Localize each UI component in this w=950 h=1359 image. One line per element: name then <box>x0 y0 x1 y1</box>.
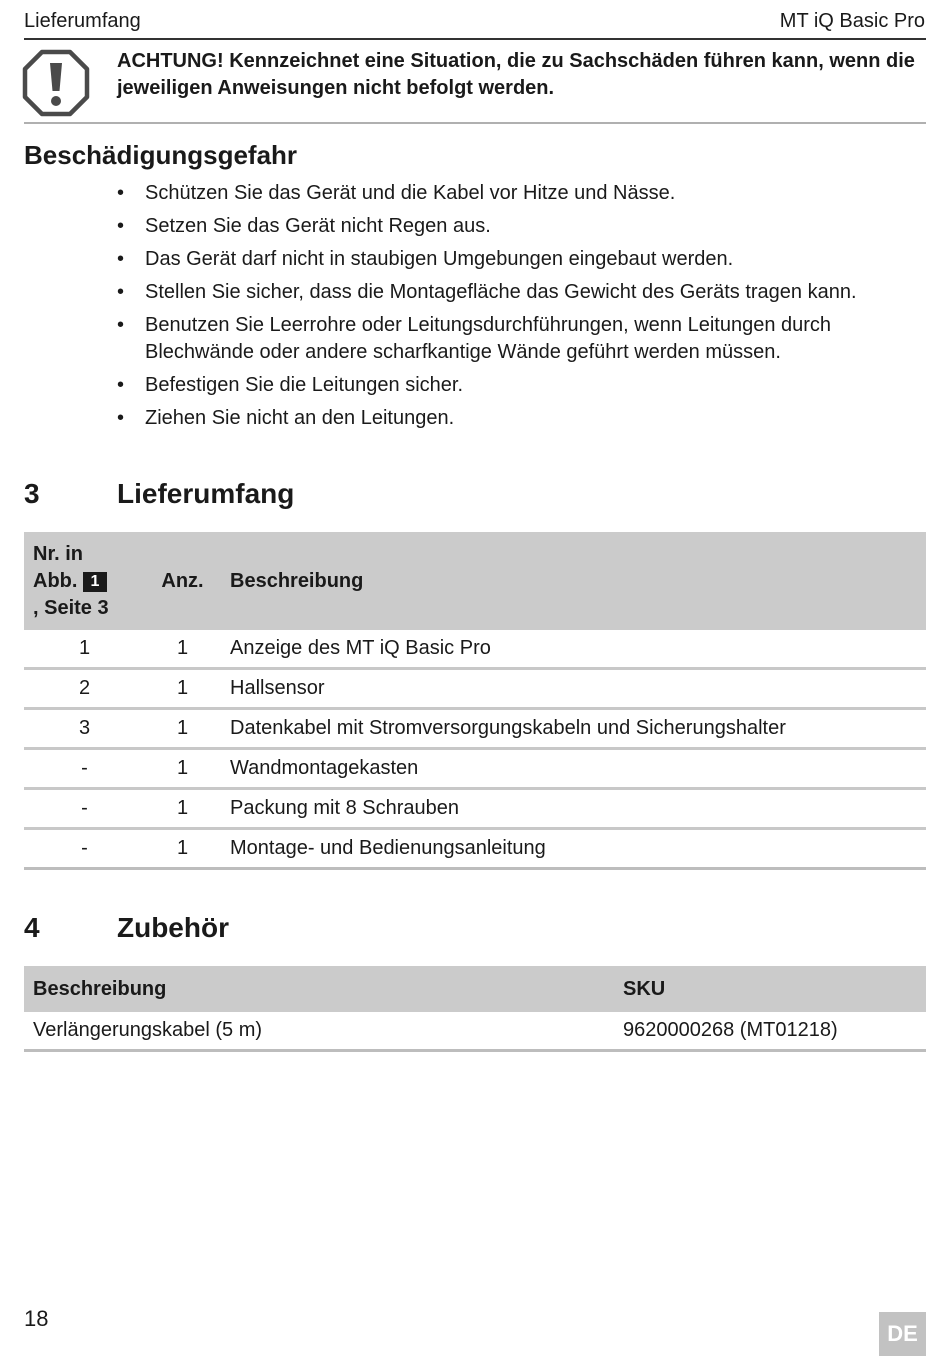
table-row <box>24 749 926 789</box>
cell-qty: 1 <box>145 669 220 709</box>
cell-nr: 1 <box>24 630 145 669</box>
cell-qty: 1 <box>145 630 220 669</box>
column-header-description: Beschreibung <box>220 532 926 630</box>
table-row <box>24 1012 926 1051</box>
table-row <box>24 709 926 749</box>
cell-qty: 1 <box>145 789 220 829</box>
cell-description: Hallsensor <box>220 669 926 709</box>
cell-description: Wandmontagekasten <box>220 749 926 789</box>
cell-description: Anzeige des MT iQ Basic Pro <box>220 630 926 669</box>
header-nr-line2: Abb. <box>33 569 78 592</box>
header-divider <box>24 38 926 40</box>
column-header-nr <box>24 532 145 630</box>
cell-nr: 2 <box>24 669 145 709</box>
warning-divider <box>24 122 926 124</box>
cell-nr: - <box>24 749 145 789</box>
table-header-row <box>24 966 926 1012</box>
section-number: 3 <box>24 478 40 509</box>
table-row <box>24 829 926 869</box>
cell-qty: 1 <box>145 709 220 749</box>
header-nr-line3: , Seite 3 <box>33 596 109 619</box>
cell-qty: 1 <box>145 829 220 869</box>
column-header-description: Beschreibung <box>24 966 614 1012</box>
accessories-table <box>24 966 926 1052</box>
table-header-row <box>24 532 926 630</box>
section-title: Zubehör <box>117 912 229 943</box>
cell-qty: 1 <box>145 749 220 789</box>
damage-item: • Das Gerät darf nicht in staubigen Umgebungen eingebaut werden. <box>117 246 932 273</box>
figure-reference-badge: 1 <box>83 572 107 592</box>
header-nr-line1: Nr. in <box>33 542 84 565</box>
cell-description: Montage- und Bedienungsanleitung <box>220 829 926 869</box>
damage-item: • Ziehen Sie nicht an den Leitungen. <box>117 405 932 432</box>
damage-item: • Befestigen Sie die Leitungen sicher. <box>117 372 932 399</box>
table-row <box>24 789 926 829</box>
cell-description: Verlängerungskabel (5 m) <box>24 1012 614 1051</box>
table-row <box>24 630 926 669</box>
section-number: 4 <box>24 912 40 943</box>
cell-nr: - <box>24 789 145 829</box>
column-header-qty: Anz. <box>145 532 220 630</box>
cell-sku: 9620000268 (MT01218) <box>614 1012 926 1051</box>
section-title: Lieferumfang <box>117 478 295 509</box>
damage-item: • Schützen Sie das Gerät und die Kabel vor Hitze und Nässe. <box>117 180 932 207</box>
damage-heading: Beschädigungsgefahr <box>24 140 298 170</box>
language-badge: DE <box>879 1312 926 1356</box>
cell-description: Packung mit 8 Schrauben <box>220 789 926 829</box>
exclamation-octagon-icon <box>22 49 90 117</box>
cell-nr: 3 <box>24 709 145 749</box>
page-number: 18 <box>24 1306 49 1331</box>
damage-list <box>117 180 932 438</box>
table-row <box>24 669 926 709</box>
cell-nr: - <box>24 829 145 869</box>
column-header-sku: SKU <box>614 966 926 1012</box>
warning-text: ACHTUNG! Kennzeichnet eine Situation, die zu Sachschäden führen kann, wenn die jeweiligen Anweisungen nicht befolgt werden. <box>117 50 915 99</box>
running-header-product: MT iQ Basic Pro <box>779 10 925 32</box>
damage-item: • Setzen Sie das Gerät nicht Regen aus. <box>117 213 932 240</box>
delivery-scope-table <box>24 532 926 870</box>
running-header-section: Lieferumfang <box>24 10 141 32</box>
damage-item: • Stellen Sie sicher, dass die Montagefläche das Gewicht des Geräts tragen kann. <box>117 279 932 306</box>
damage-item: • Benutzen Sie Leerrohre oder Leitungsdurchführungen, wenn Leitungen durch Blechwände oder andere scharfkantige Wände geführt werden müssen. <box>117 312 932 366</box>
cell-description: Datenkabel mit Stromversorgungskabeln und Sicherungshalter <box>220 709 926 749</box>
